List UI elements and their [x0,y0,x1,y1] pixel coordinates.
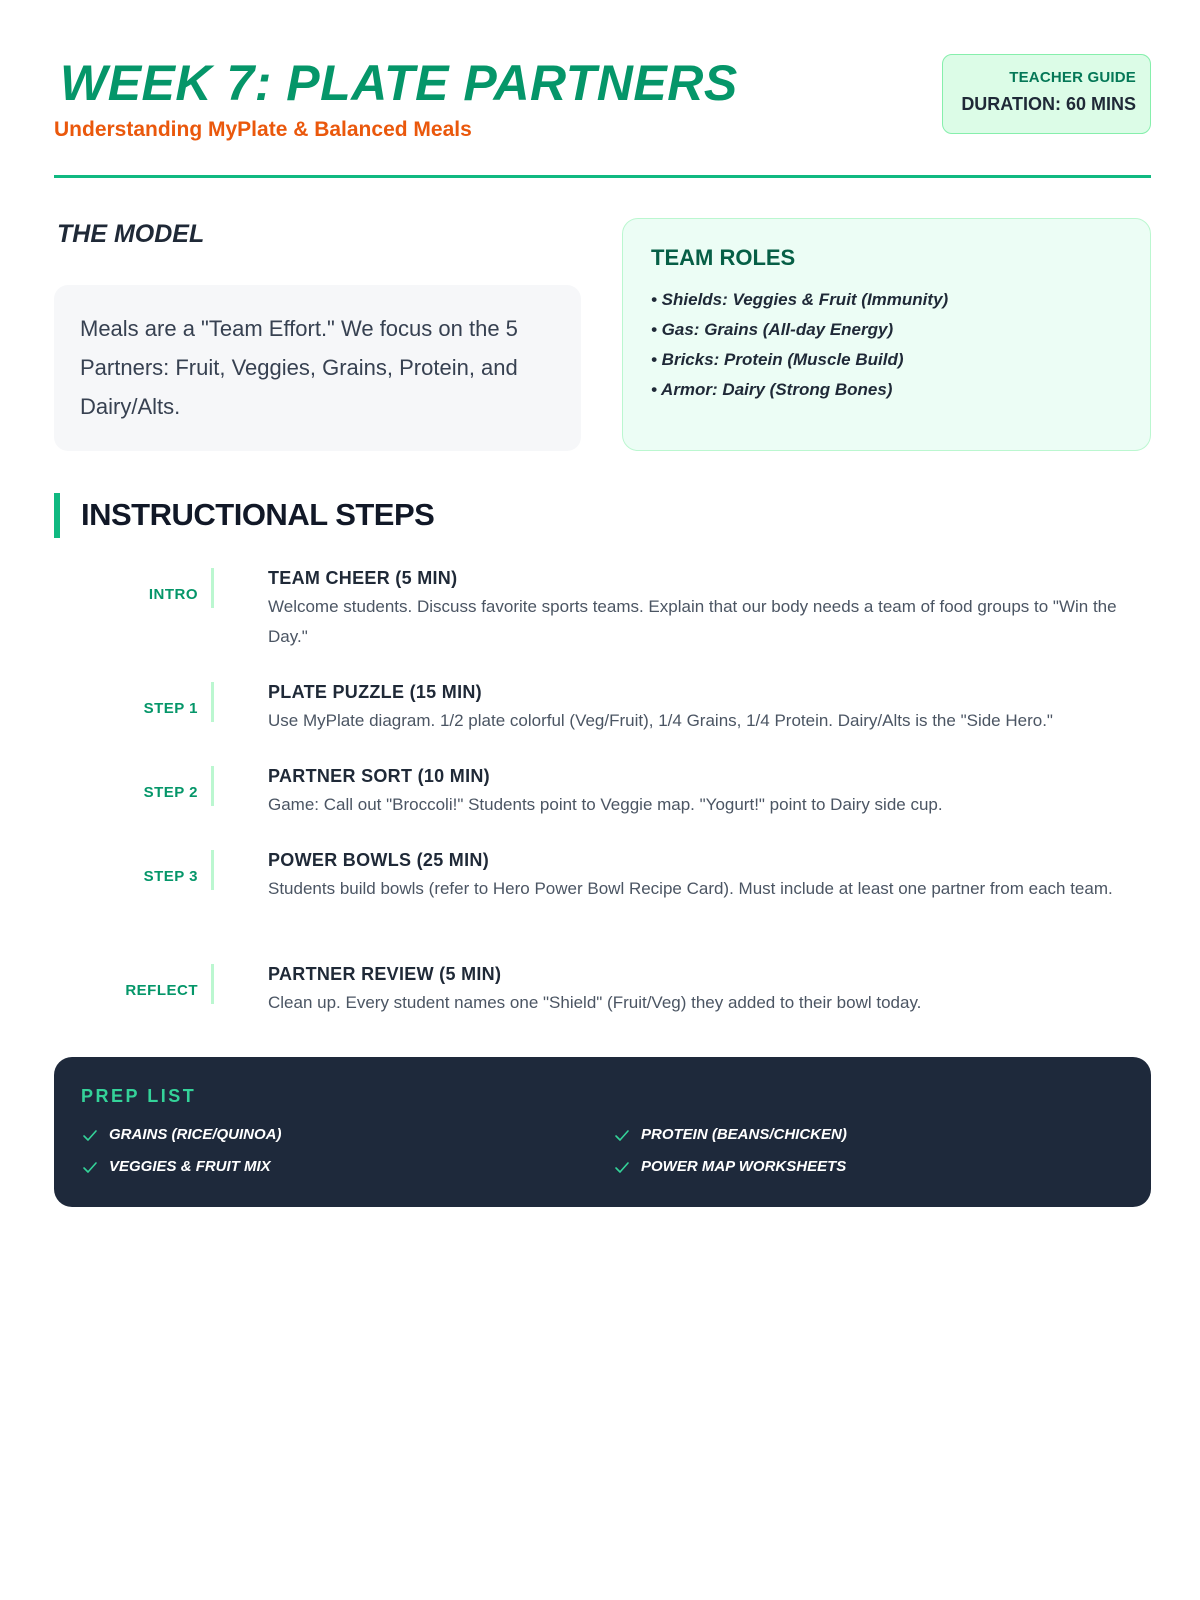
section-accent-bar [54,493,60,538]
step-description: Students build bowls (refer to Hero Power Bowl Recipe Card). Must include at least one partner from each team. [268,879,1113,898]
step-label: REFLECT [125,982,198,999]
step-divider [211,568,214,608]
prep-item [641,1126,847,1143]
step-description: Welcome students. Discuss favorite sports teams. Explain that our body needs a team of food groups to "Win the Day." [268,597,1117,646]
team-roles-card [622,218,1151,451]
check-icon [613,1126,631,1144]
step-title: POWER BOWLS (25 MIN) [268,850,489,870]
prep-item-label: GRAINS (RICE/QUINOA) [109,1126,282,1143]
check-icon [81,1126,99,1144]
step-label: STEP 2 [143,784,198,801]
team-roles-heading: TEAM ROLES [651,245,796,270]
model-heading: THE MODEL [57,220,205,248]
check-icon [613,1158,631,1176]
prep-list-title: PREP LIST [81,1086,197,1106]
prep-item [109,1126,282,1143]
role-item: • Armor: Dairy (Strong Bones) [651,380,893,399]
steps-heading: INSTRUCTIONAL STEPS [81,497,435,532]
prep-item [109,1158,271,1175]
step-divider [211,850,214,890]
step-divider [211,964,214,1004]
prep-item [641,1158,846,1175]
prep-item-label: VEGGIES & FRUIT MIX [109,1158,271,1175]
prep-item-label: POWER MAP WORKSHEETS [641,1158,847,1175]
prep-list-panel [54,1057,1151,1207]
badge-label: TEACHER GUIDE [1009,69,1136,86]
page-header [54,52,1151,178]
model-card [54,285,581,451]
step-label: STEP 1 [143,700,198,717]
step-description: Clean up. Every student names one "Shield" (Fruit/Veg) they added to their bowl today. [268,993,922,1012]
prep-item-label: PROTEIN (BEANS/CHICKEN) [641,1126,847,1143]
role-item: • Gas: Grains (All-day Energy) [651,320,894,339]
step-title: PARTNER REVIEW (5 MIN) [268,964,502,984]
page-subtitle: Understanding MyPlate & Balanced Meals [54,118,472,141]
role-item: • Shields: Veggies & Fruit (Immunity) [651,290,949,309]
duration-badge [942,54,1151,134]
step-title: TEAM CHEER (5 MIN) [268,568,458,588]
check-icon [81,1158,99,1176]
step-description: Game: Call out "Broccoli!" Students point to Veggie map. "Yogurt!" point to Dairy side cup. [268,795,943,814]
step-title: PLATE PUZZLE (15 MIN) [268,682,482,702]
role-item: • Bricks: Protein (Muscle Build) [651,350,904,369]
page-title: WEEK 7: PLATE PARTNERS [60,55,738,111]
step-label: INTRO [148,586,198,603]
badge-duration: DURATION: 60 MINS [961,94,1136,114]
step-description: Use MyPlate diagram. 1/2 plate colorful (Veg/Fruit), 1/4 Grains, 1/4 Protein. Dairy/Alts is the "Side Hero." [268,711,1053,730]
step-divider [211,682,214,722]
step-divider [211,766,214,806]
step-title: PARTNER SORT (10 MIN) [268,766,490,786]
model-text: Meals are a "Team Effort." We focus on the 5 Partners: Fruit, Veggies, Grains, Protein, and Dairy/Alts. [80,316,518,419]
step-label: STEP 3 [143,868,198,885]
